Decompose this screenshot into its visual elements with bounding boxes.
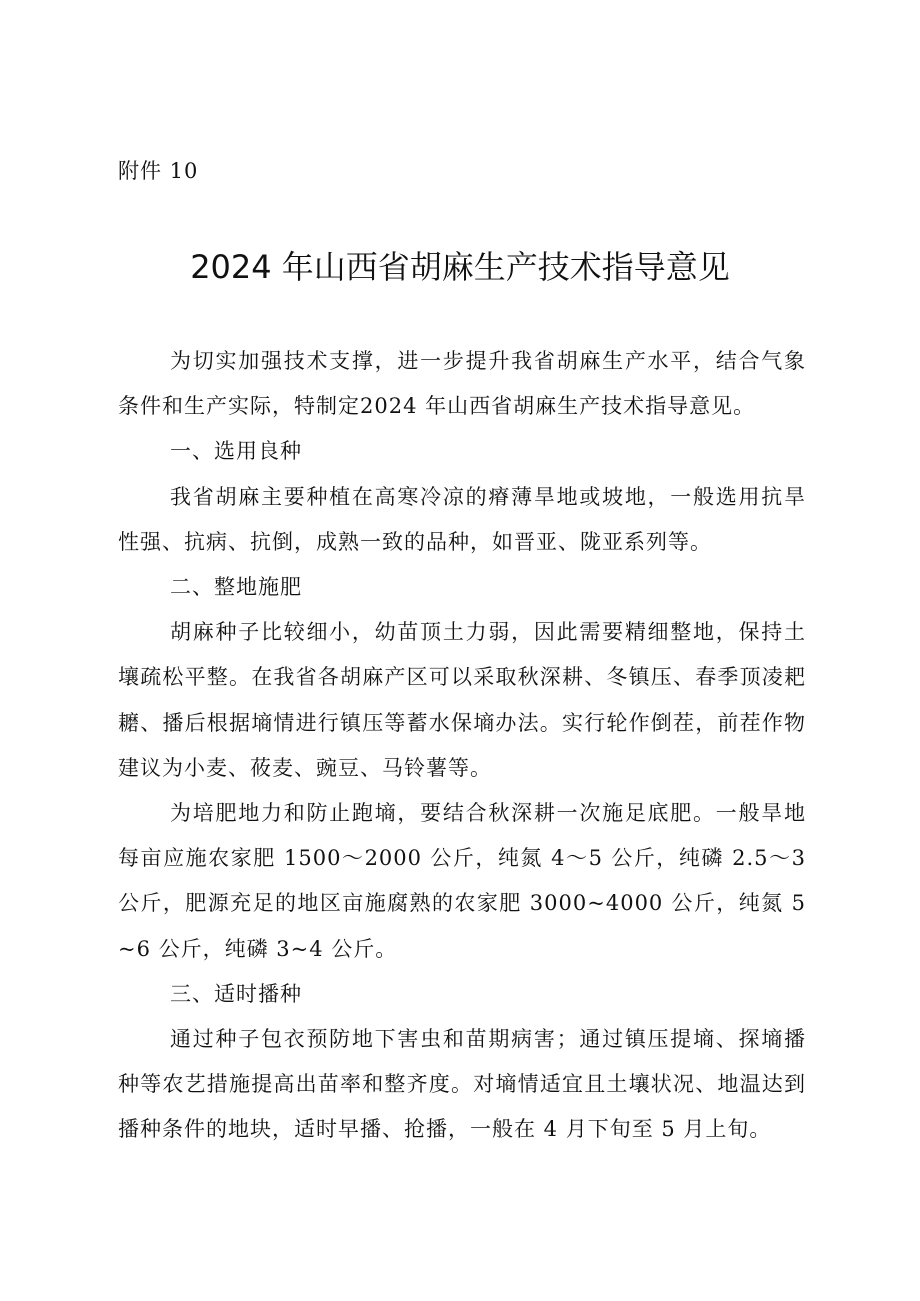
attachment-label: 附件 10 xyxy=(118,159,199,183)
section-heading-3: 三、适时播种 xyxy=(170,981,302,1006)
intro-paragraph: 为切实加强技术支撑，进一步提升我省胡麻生产水平，结合气象条件和生产实际，特制定2024 年山西省胡麻生产技术指导意见。 xyxy=(118,349,806,419)
section-1-paragraph-1: 我省胡麻主要种植在高寒冷凉的瘠薄旱地或坡地，一般选用抗旱性强、抗病、抗倒，成熟一致的品种，如晋亚、陇亚系列等。 xyxy=(118,484,806,554)
section-3-paragraph-1: 通过种子包衣预防地下害虫和苗期病害；通过镇压提墒、探墒播种等农艺措施提高出苗率和整齐度。对墒情适宜且土壤状况、地温达到播种条件的地块，适时早播、抢播，一般在 4 月下旬至 5 月上旬。 xyxy=(118,1027,806,1142)
section-heading-2: 二、整地施肥 xyxy=(170,575,302,600)
document-body xyxy=(118,339,806,1153)
document-title: 2024 年山西省胡麻生产技术指导意见 xyxy=(190,248,730,286)
section-heading-1: 一、选用良种 xyxy=(170,439,302,464)
section-2-paragraph-1: 胡麻种子比较细小，幼苗顶土力弱，因此需要精细整地，保持土壤疏松平整。在我省各胡麻产区可以采取秋深耕、冬镇压、春季顶凌耙耱、播后根据墒情进行镇压等蓄水保墒办法。实行轮作倒茬，前茬作物建议为小麦、莜麦、豌豆、马铃薯等。 xyxy=(118,620,806,780)
section-2-paragraph-2: 为培肥地力和防止跑墒，要结合秋深耕一次施足底肥。一般旱地每亩应施农家肥 1500～2000 公斤，纯氮 4～5 公斤，纯磷 2.5～3 公斤，肥源充足的地区亩施腐熟的农家肥 3000~4000 公斤，纯氮 5~6 公斤，纯磷 3~4 公斤。 xyxy=(118,801,806,961)
